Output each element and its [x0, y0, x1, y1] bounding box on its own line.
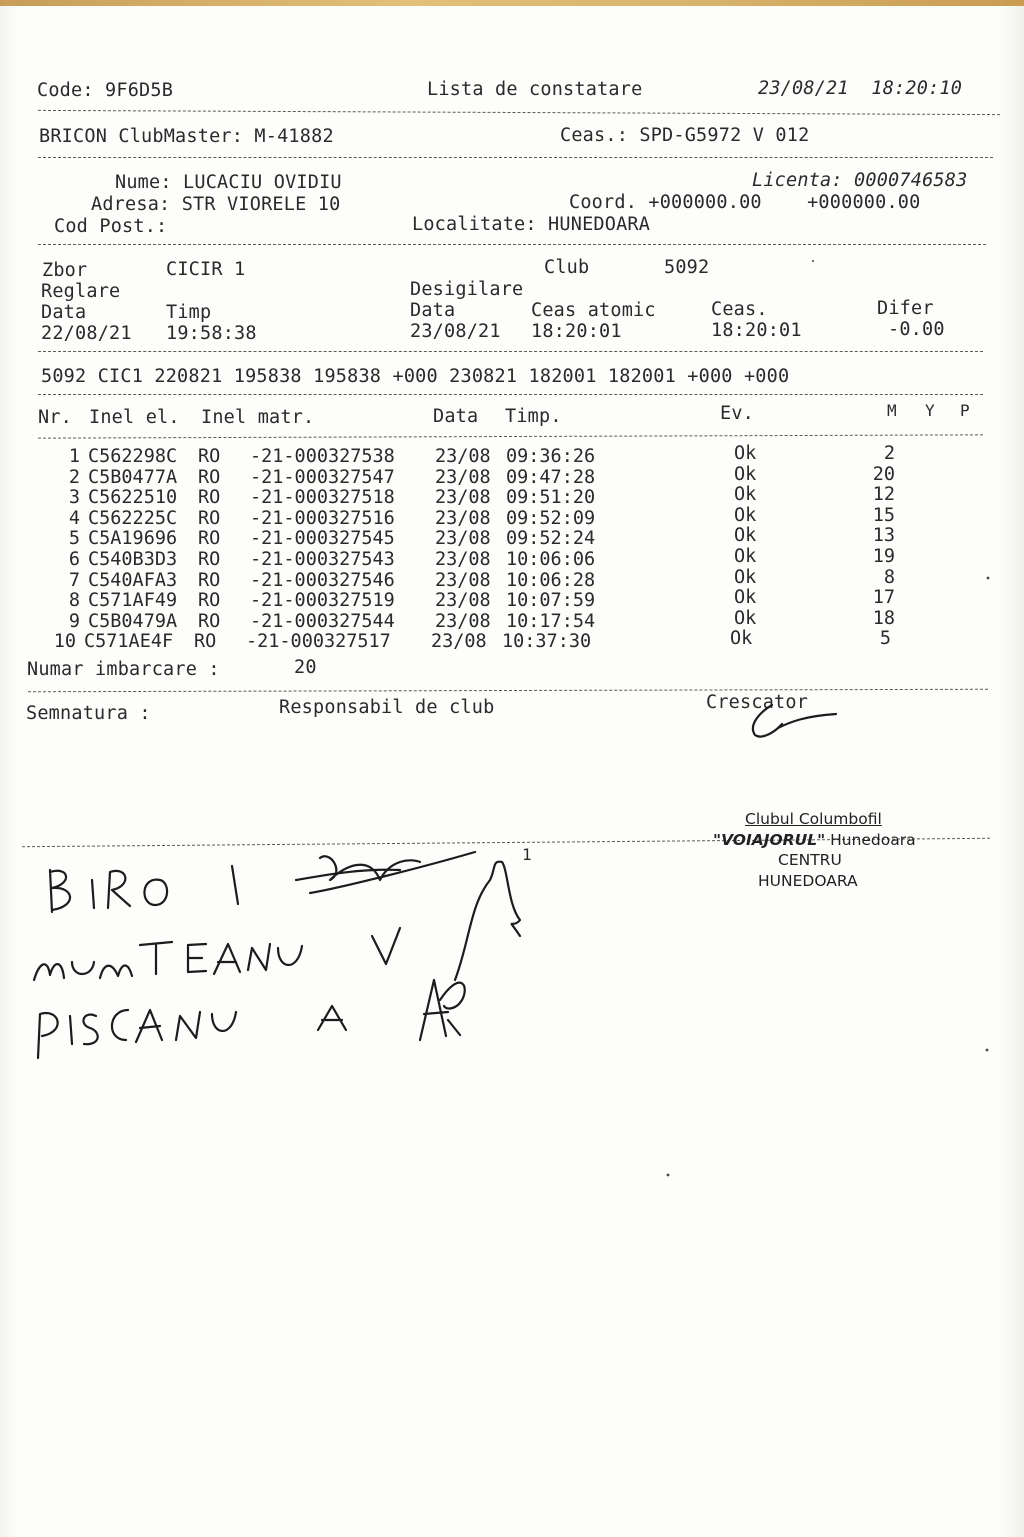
hw-letter	[34, 964, 64, 980]
reglare-time-label: Timp	[166, 302, 212, 323]
paper-speck	[667, 1174, 670, 1177]
reglare-date: 22/08/21	[41, 323, 132, 344]
summary-line: 5092 CIC1 220821 195838 195838 +000 230821 182001 182001 +000 +000	[41, 366, 790, 387]
stamp-line-1: Clubul Columbofil	[745, 810, 882, 828]
ring-registration: -21-000327543	[250, 549, 395, 570]
stamp-line-4: HUNEDOARA	[758, 872, 858, 890]
ring-country: RO	[198, 487, 221, 509]
row-number: 5	[68, 528, 80, 550]
ring-registration: -21-000327517	[246, 631, 391, 653]
clock-time: 18:20:01	[711, 320, 802, 341]
arrival-date: 23/08	[431, 631, 487, 653]
ring-registration: -21-000327545	[250, 528, 395, 550]
reglare-date-label: Data	[41, 302, 87, 323]
row-number: 2	[68, 466, 80, 488]
flight-name: CICIR 1	[166, 259, 246, 280]
position-number: 2	[883, 443, 895, 464]
ring-country: RO	[198, 507, 221, 529]
reglare-time: 19:58:38	[166, 323, 257, 344]
hw-signature	[296, 852, 475, 893]
clock-id: Ceas.: SPD-G5972 V 012	[560, 125, 810, 146]
flight-label: Zbor	[42, 260, 88, 281]
ring-registration: -21-000327544	[250, 610, 395, 632]
event-status: Ok	[730, 628, 753, 650]
desig-date: 23/08/21	[410, 321, 501, 342]
row-number: 6	[68, 549, 80, 570]
owner-address: Adresa: STR VIORELE 10	[91, 194, 341, 215]
breeder-signature	[753, 705, 836, 737]
hw-letter	[140, 942, 172, 974]
stamp-city: Hunedoara	[830, 831, 916, 849]
ring-electronic: C571AE4F	[84, 631, 174, 653]
position-number: 15	[872, 504, 895, 526]
arrival-date: 23/08	[435, 507, 491, 529]
ring-electronic: C571AF49	[88, 590, 178, 612]
ring-registration: -21-000327519	[250, 590, 395, 612]
position-number: 8	[883, 566, 895, 588]
col-inel-matr: Inel matr.	[201, 407, 315, 428]
ring-electronic: C5B0477A	[88, 466, 178, 488]
row-number: 7	[68, 569, 80, 591]
stamp-line-3: CENTRU	[778, 851, 842, 869]
position-number: 12	[872, 484, 895, 506]
ring-electronic: C540AFA3	[88, 569, 178, 591]
hw-letter	[108, 871, 130, 908]
arrival-time: 10:07:59	[506, 590, 596, 612]
hw-letter	[100, 966, 132, 979]
arrival-date: 23/08	[435, 610, 491, 632]
col-y: Y	[925, 401, 935, 420]
ring-electronic: C5A19696	[88, 528, 178, 550]
atomic-clock-time: 18:20:01	[531, 321, 622, 342]
arrival-time: 09:47:28	[506, 466, 596, 488]
arrival-time: 09:51:20	[506, 487, 596, 509]
desig-date-label: Data	[410, 300, 456, 321]
clock-label: Ceas.	[711, 299, 768, 320]
row-number: 4	[68, 507, 80, 529]
hw-letter	[70, 1016, 72, 1044]
hw-letter	[212, 1012, 236, 1031]
event-status: Ok	[734, 587, 757, 609]
event-status: Ok	[734, 504, 757, 526]
row-number: 3	[68, 487, 80, 509]
ring-country: RO	[198, 590, 221, 612]
hw-letter	[144, 880, 167, 905]
row-number: 1	[68, 446, 80, 467]
event-status: Ok	[734, 525, 757, 547]
arrival-date: 23/08	[435, 466, 491, 488]
ring-country: RO	[198, 528, 221, 550]
ring-registration: -21-000327518	[250, 487, 395, 509]
event-status: Ok	[734, 484, 757, 506]
hw-letter	[83, 1015, 97, 1045]
paper-speck	[986, 1049, 989, 1052]
arrival-time: 09:36:26	[506, 446, 596, 467]
ring-electronic: C5B0479A	[88, 610, 178, 632]
ring-electronic: C562225C	[88, 507, 178, 529]
paper-speck	[812, 260, 814, 262]
col-timp: Timp.	[505, 406, 562, 427]
paper-speck	[987, 577, 990, 580]
owner-coords: Coord. +000000.00 +000000.00	[569, 192, 921, 213]
ring-country: RO	[198, 446, 221, 467]
hw-letter	[248, 944, 270, 970]
event-status: Ok	[734, 463, 757, 485]
hw-letter	[38, 1013, 58, 1058]
ring-country: RO	[194, 631, 217, 653]
arrival-time: 10:06:28	[506, 569, 596, 591]
arrival-date: 23/08	[435, 590, 491, 612]
ring-country: RO	[198, 466, 221, 488]
hw-letter	[176, 1012, 200, 1040]
hw-signature	[455, 862, 520, 980]
owner-name: Nume: LUCACIU OVIDIU	[115, 172, 342, 193]
event-status: Ok	[734, 566, 757, 588]
arrival-date: 23/08	[435, 569, 491, 591]
arrival-date: 23/08	[435, 549, 491, 570]
arrival-date: 23/08	[435, 446, 491, 467]
row-number: 9	[68, 610, 80, 632]
signature-label: Semnatura :	[26, 703, 151, 724]
position-number: 13	[872, 525, 895, 547]
row-number: 10	[53, 631, 76, 653]
col-inel-el: Inel el.	[89, 407, 180, 428]
difference-value: -0.00	[888, 319, 945, 340]
hw-letter	[112, 1010, 128, 1040]
arrival-time: 10:06:06	[506, 549, 596, 570]
hw-letter	[278, 946, 302, 965]
breeder-label: Crescator	[706, 692, 809, 713]
hw-letter	[232, 866, 238, 904]
doc-title: Lista de constatare	[427, 79, 643, 100]
event-status: Ok	[734, 546, 757, 567]
owner-locality: Localitate: HUNEDOARA	[412, 214, 651, 235]
difference-label: Difer	[877, 298, 934, 319]
boarding-count-label: Numar imbarcare :	[27, 659, 220, 680]
reglare-label: Reglare	[41, 281, 121, 302]
owner-postcode: Cod Post.:	[54, 216, 168, 237]
ring-registration: -21-000327547	[250, 466, 395, 488]
ring-country: RO	[198, 549, 221, 570]
owner-license: Licenta: 0000746583	[752, 170, 968, 191]
col-m: M	[887, 401, 897, 420]
ring-electronic: C5622510	[88, 487, 178, 509]
hw-letter	[136, 1010, 162, 1042]
hw-letter	[50, 870, 70, 912]
club-label: Club	[544, 257, 590, 278]
position-number: 18	[872, 607, 895, 629]
atomic-clock-label: Ceas atomic	[531, 300, 656, 321]
ring-electronic: C540B3D3	[88, 549, 178, 570]
col-data: Data	[433, 406, 479, 427]
position-number: 20	[872, 463, 895, 485]
ring-registration: -21-000327538	[250, 446, 395, 467]
arrival-time: 10:17:54	[506, 610, 596, 632]
arrival-date: 23/08	[435, 487, 491, 509]
page-number: 1	[522, 845, 532, 864]
hw-letter	[318, 1006, 346, 1030]
hw-letter	[372, 928, 400, 964]
position-number: 5	[879, 628, 891, 650]
hw-letter	[92, 880, 94, 908]
position-number: 19	[872, 546, 895, 567]
doc-code: Code: 9F6D5B	[37, 80, 174, 101]
desigilare-label: Desigilare	[410, 279, 524, 300]
event-status: Ok	[734, 607, 757, 629]
ring-country: RO	[198, 569, 221, 591]
boarding-count: 20	[294, 657, 317, 678]
clubmaster-id: BRICON ClubMaster: M-41882	[39, 126, 334, 147]
hw-letter	[188, 944, 206, 972]
event-status: Ok	[734, 443, 757, 464]
ring-electronic: C562298C	[88, 446, 178, 467]
arrival-time: 09:52:24	[506, 528, 596, 550]
col-ev: Ev.	[720, 403, 755, 424]
col-p: P	[960, 401, 970, 420]
hw-letter	[72, 962, 94, 974]
club-number: 5092	[664, 257, 710, 278]
arrival-time: 10:37:30	[502, 631, 592, 653]
arrival-date: 23/08	[435, 528, 491, 550]
doc-datetime: 23/08/21 18:20:10	[758, 78, 963, 99]
col-nr: Nr.	[38, 407, 73, 428]
hw-signature	[420, 980, 465, 1040]
arrival-time: 09:52:09	[506, 507, 596, 529]
ring-registration: -21-000327516	[250, 507, 395, 529]
position-number: 17	[872, 587, 895, 609]
ring-country: RO	[198, 610, 221, 632]
row-number: 8	[68, 590, 80, 612]
stamp-club-name: "VOIAJORUL"	[713, 831, 826, 849]
club-responsible-label: Responsabil de club	[279, 697, 495, 718]
ring-registration: -21-000327546	[250, 569, 395, 591]
hw-letter	[214, 944, 240, 974]
